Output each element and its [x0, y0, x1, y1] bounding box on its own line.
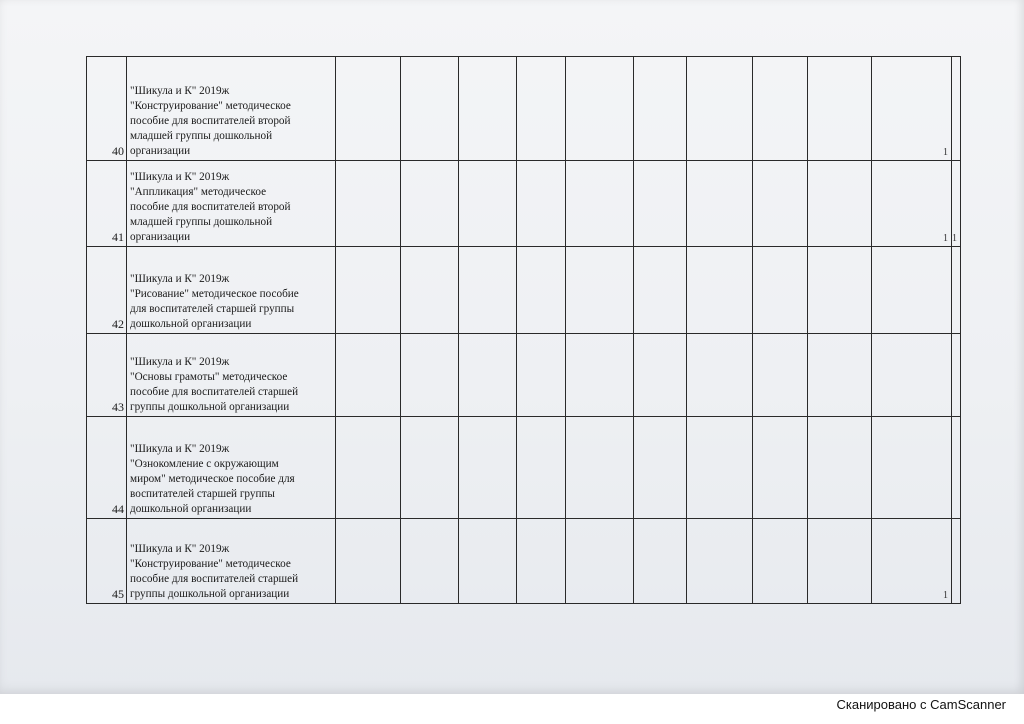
value-cell: 1 [872, 57, 952, 161]
description-line: группы дошкольной организации [130, 588, 290, 600]
row-number: 44 [87, 417, 127, 519]
value-cell [336, 519, 401, 604]
value-cell [459, 247, 517, 334]
description-line: "Конструирование" методическое [130, 558, 291, 570]
description-line: "Конструирование" методическое [130, 100, 291, 112]
description-line: воспитателей старшей группы [130, 488, 275, 500]
description-line: организации [130, 145, 191, 157]
value-cell [634, 57, 687, 161]
item-description [127, 334, 336, 417]
description-line: "Ознокомление с окружающим [130, 458, 279, 470]
value-cell [808, 334, 872, 417]
value-cell [753, 247, 808, 334]
description-line: "Шикула и К" 2019ж [130, 85, 230, 97]
value-cell [566, 161, 634, 247]
description-line: группы дошкольной организации [130, 401, 290, 413]
table-row [87, 417, 961, 519]
description-line: "Аппликация" методическое [130, 186, 267, 198]
description-line: миром" методическое пособие для [130, 473, 295, 485]
table-row [87, 247, 961, 334]
value-cell [808, 417, 872, 519]
value-cell [808, 519, 872, 604]
value-cell [952, 519, 961, 604]
value-cell [687, 519, 753, 604]
value-cell [952, 334, 961, 417]
value-cell [566, 334, 634, 417]
value-cell [952, 417, 961, 519]
value-cell [566, 519, 634, 604]
row-number: 43 [87, 334, 127, 417]
description-line: "Шикула и К" 2019ж [130, 356, 230, 368]
value-cell: 1 [872, 519, 952, 604]
description-line: "Шикула и К" 2019ж [130, 443, 230, 455]
row-number: 41 [87, 161, 127, 247]
table-row [87, 161, 961, 247]
value-cell [459, 161, 517, 247]
value-cell [687, 161, 753, 247]
value-cell [401, 519, 459, 604]
row-number: 42 [87, 247, 127, 334]
table-row [87, 334, 961, 417]
value-cell [872, 334, 952, 417]
row-number: 45 [87, 519, 127, 604]
description-line: дошкольной организации [130, 503, 252, 515]
description-line: "Основы грамоты" методическое [130, 371, 288, 383]
value-cell [401, 161, 459, 247]
description-line: младшей группы дошкольной [130, 130, 273, 142]
description-line: "Шикула и К" 2019ж [130, 171, 230, 183]
item-description [127, 417, 336, 519]
value-cell [459, 334, 517, 417]
value-cell [634, 334, 687, 417]
value-cell: 1 [872, 161, 952, 247]
value-cell [459, 417, 517, 519]
item-description [127, 247, 336, 334]
value-cell [634, 247, 687, 334]
item-description [127, 519, 336, 604]
table-body [87, 57, 961, 604]
value-cell [517, 161, 566, 247]
value-cell: 1 [952, 161, 961, 247]
row-number: 40 [87, 57, 127, 161]
value-cell [517, 247, 566, 334]
value-cell [401, 57, 459, 161]
value-cell [753, 417, 808, 519]
value-cell [634, 519, 687, 604]
value-cell [753, 334, 808, 417]
value-cell [459, 519, 517, 604]
value-cell [753, 161, 808, 247]
value-cell [952, 57, 961, 161]
value-cell [401, 334, 459, 417]
value-cell [808, 57, 872, 161]
value-cell [687, 247, 753, 334]
camscanner-watermark: Сканировано с CamScanner [836, 697, 1006, 712]
value-cell [753, 57, 808, 161]
value-cell [952, 247, 961, 334]
item-description [127, 161, 336, 247]
inventory-table [86, 56, 961, 604]
description-line: младшей группы дошкольной [130, 216, 273, 228]
description-line: дошкольной организации [130, 318, 252, 330]
value-cell [517, 57, 566, 161]
value-cell [808, 161, 872, 247]
value-cell [517, 334, 566, 417]
value-cell [401, 247, 459, 334]
value-cell [517, 417, 566, 519]
value-cell [634, 417, 687, 519]
description-line: "Рисование" методическое пособие [130, 288, 299, 300]
description-line: пособие для воспитателей старшей [130, 573, 299, 585]
value-cell [517, 519, 566, 604]
description-line: пособие для воспитателей второй [130, 115, 291, 127]
value-cell [687, 417, 753, 519]
value-cell [872, 417, 952, 519]
value-cell [566, 417, 634, 519]
value-cell [336, 247, 401, 334]
description-line: пособие для воспитателей второй [130, 201, 291, 213]
value-cell [336, 334, 401, 417]
description-line: "Шикула и К" 2019ж [130, 543, 230, 555]
value-cell [336, 161, 401, 247]
value-cell [687, 57, 753, 161]
value-cell [872, 247, 952, 334]
value-cell [687, 334, 753, 417]
description-line: пособие для воспитателей старшей [130, 386, 299, 398]
value-cell [336, 57, 401, 161]
table-row [87, 57, 961, 161]
item-description [127, 57, 336, 161]
description-line: для воспитателей старшей группы [130, 303, 295, 315]
value-cell [566, 57, 634, 161]
value-cell [566, 247, 634, 334]
value-cell [634, 161, 687, 247]
description-line: "Шикула и К" 2019ж [130, 273, 230, 285]
table-row [87, 519, 961, 604]
value-cell [401, 417, 459, 519]
value-cell [459, 57, 517, 161]
value-cell [808, 247, 872, 334]
value-cell [753, 519, 808, 604]
value-cell [336, 417, 401, 519]
description-line: организации [130, 231, 191, 243]
